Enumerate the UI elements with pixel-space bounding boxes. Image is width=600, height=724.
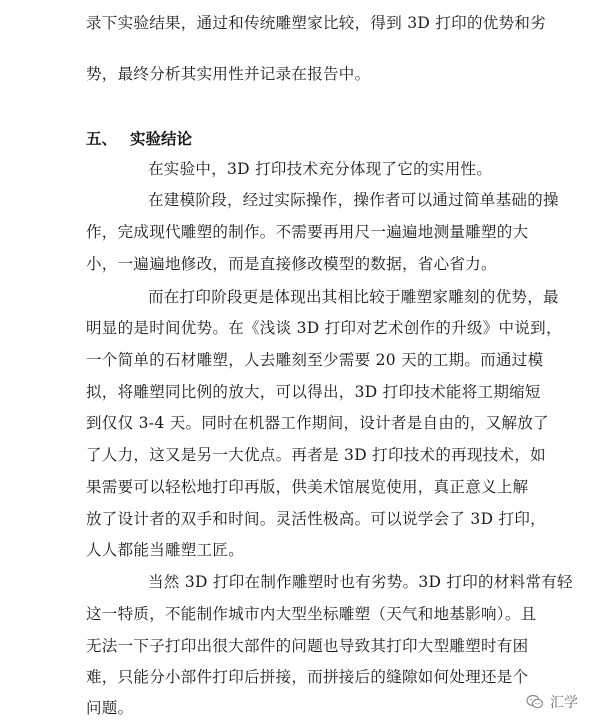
section-heading bbox=[86, 129, 192, 149]
body-line-13: 人人都能当雕塑工匠。 bbox=[86, 541, 245, 559]
body-line-9: 到仅仅 3-4 天。同时在机器工作期间，设计者是自由的，又解放了 bbox=[86, 414, 549, 432]
body-line-14: 当然 3D 打印在制作雕塑时也有劣势。3D 打印的材料常有轻 bbox=[148, 573, 573, 591]
body-line-17: 难，只能分小部件打印后拼接，而拼接后的缝隙如何处理还是个 bbox=[86, 668, 529, 686]
wechat-icon bbox=[526, 694, 544, 710]
body-line-3: 作，完成现代雕塑的制作。不需要再用尺一遍遍地测量雕塑的大 bbox=[86, 223, 529, 241]
body-line-11: 果需要可以轻松地打印再版，供美术馆展览使用，真正意义上解 bbox=[86, 478, 529, 496]
body-line-8: 拟，将雕塑同比例的放大，可以得出，3D 打印技术能将工期缩短 bbox=[86, 383, 541, 401]
body-line-1: 在实验中，3D 打印技术充分体现了它的实用性。 bbox=[148, 160, 493, 178]
body-line-10: 了人力，这又是另一大优点。再者是 3D 打印技术的再现技术，如 bbox=[86, 446, 546, 464]
section-number: 五、 bbox=[86, 130, 118, 148]
body-line-16: 无法一下子打印出很大部件的问题也导致其打印大型雕塑时有困 bbox=[86, 637, 529, 655]
paragraph-top-line-1: 录下实验结果，通过和传统雕塑家比较，得到 3D 打印的优势和劣 bbox=[86, 14, 546, 32]
section-title: 实验结论 bbox=[130, 130, 193, 148]
body-line-5: 而在打印阶段更是体现出其相比较于雕塑家雕刻的优势，最 bbox=[148, 288, 559, 306]
body-line-4: 小，一遍遍地修改，而是直接修改模型的数据，省心省力。 bbox=[86, 255, 497, 273]
body-line-6: 明显的是时间优势。在《浅谈 3D 打印对艺术创作的升级》中说到， bbox=[86, 319, 562, 337]
watermark bbox=[526, 692, 578, 712]
watermark-label: 汇学 bbox=[550, 695, 578, 711]
body-line-12: 放了设计者的双手和时间。灵活性极高。可以说学会了 3D 打印， bbox=[86, 510, 546, 528]
body-line-15: 这一特质，不能制作城市内大型坐标雕塑（天气和地基影响）。且 bbox=[86, 605, 537, 623]
body-line-7: 一个简单的石材雕塑，人去雕刻至少需要 20 天的工期。而通过模 bbox=[86, 351, 544, 369]
body-line-18: 问题。 bbox=[86, 699, 134, 717]
body-line-2: 在建模阶段，经过实际操作，操作者可以通过简单基础的操 bbox=[148, 191, 559, 209]
paragraph-top-line-2: 势，最终分析其实用性并记录在报告中。 bbox=[86, 65, 371, 83]
